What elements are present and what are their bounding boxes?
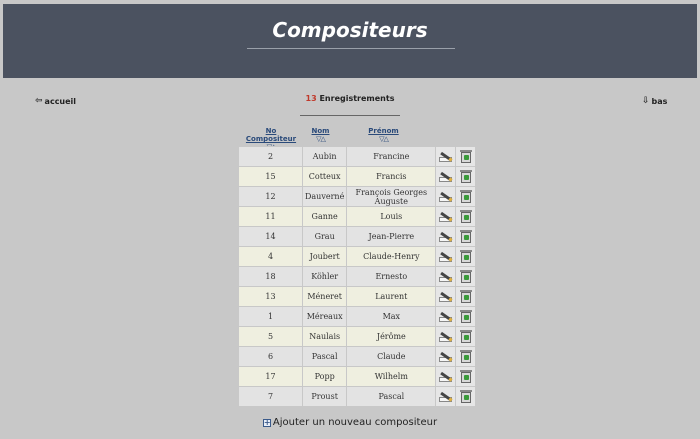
arrow-down-icon: ⇩ [642,96,650,106]
cell-nom: Dauverné [303,187,347,207]
table-row [239,247,476,267]
cell-prenom: Claude-Henry [347,247,436,267]
trash-icon[interactable] [458,328,474,344]
delete-cell [456,347,476,367]
trash-icon[interactable] [458,148,474,164]
edit-cell [436,167,456,187]
edit-cell [436,187,456,207]
cell-no: 17 [239,367,303,387]
add-composer-label: Ajouter un nouveau compositeur [272,417,438,428]
edit-icon[interactable] [438,328,454,344]
edit-cell [436,307,456,327]
cell-nom: Cotteux [303,167,347,187]
table-row [239,267,476,287]
edit-icon[interactable] [438,168,454,184]
trash-icon[interactable] [458,228,474,244]
cell-nom: Joubert [303,247,347,267]
edit-icon[interactable] [438,308,454,324]
cell-prenom: François Georges Auguste [347,187,436,207]
column-header-no-label[interactable]: No Compositeur [245,127,297,143]
cell-nom: Popp [303,367,347,387]
table-row [239,187,476,207]
trash-icon[interactable] [458,348,474,364]
cell-no: 13 [239,287,303,307]
composers-table [238,146,476,407]
cell-prenom: Claude [347,347,436,367]
cell-prenom: Francine [347,147,436,167]
arrow-left-icon: ⇦ [35,96,43,106]
recycle-mark-shape [464,375,469,380]
delete-cell [456,367,476,387]
cell-prenom: Louis [347,207,436,227]
delete-cell [456,287,476,307]
edit-icon[interactable] [438,368,454,384]
cell-prenom: Laurent [347,287,436,307]
delete-cell [456,307,476,327]
cell-nom: Aubin [303,147,347,167]
cell-no: 7 [239,387,303,407]
cell-nom: Naulais [303,327,347,347]
recycle-mark-shape [464,155,469,160]
record-count-label: Enregistrements [316,94,395,103]
delete-cell [456,267,476,287]
column-header-prenom[interactable] [339,127,428,143]
cell-no: 11 [239,207,303,227]
edit-cell [436,247,456,267]
cell-prenom: Francis [347,167,436,187]
record-count-number: 13 [305,94,317,103]
cell-no: 5 [239,327,303,347]
edit-icon[interactable] [438,348,454,364]
cell-no: 2 [239,147,303,167]
cell-nom: Proust [303,387,347,407]
edit-icon[interactable] [438,288,454,304]
table-row [239,327,476,347]
cell-nom: Grau [303,227,347,247]
table-row [239,207,476,227]
table-row [239,307,476,327]
cell-no: 15 [239,167,303,187]
recycle-mark-shape [464,315,469,320]
edit-cell [436,227,456,247]
table-row [239,227,476,247]
sort-arrows-icon[interactable]: ▽△ [316,135,325,143]
recycle-mark-shape [464,235,469,240]
recycle-mark-shape [464,195,469,200]
cell-prenom: Jean-Pierre [347,227,436,247]
table-row [239,347,476,367]
cell-prenom: Max [347,307,436,327]
table-row [239,167,476,187]
edit-icon[interactable] [438,388,454,404]
table-row [239,287,476,307]
cell-no: 18 [239,267,303,287]
recycle-mark-shape [464,335,469,340]
cell-no: 12 [239,187,303,207]
trash-icon[interactable] [458,188,474,204]
plus-icon: + [263,418,271,427]
cell-prenom: Wilhelm [347,367,436,387]
edit-cell [436,387,456,407]
record-count [0,94,700,103]
edit-cell [436,287,456,307]
cell-prenom: Pascal [347,387,436,407]
page-title: Compositeurs [272,18,428,42]
recycle-mark-shape [464,255,469,260]
column-header-nom[interactable] [302,127,339,143]
cell-prenom: Jérôme [347,327,436,347]
column-header-nom-label[interactable]: Nom [311,127,330,135]
cell-nom: Pascal [303,347,347,367]
trash-icon[interactable] [458,248,474,264]
edit-icon[interactable] [438,268,454,284]
delete-cell [456,247,476,267]
page-header [3,4,697,78]
edit-icon[interactable] [438,208,454,224]
recycle-mark-shape [464,355,469,360]
delete-cell [456,387,476,407]
edit-icon[interactable] [438,188,454,204]
trash-icon[interactable] [458,208,474,224]
cell-no: 4 [239,247,303,267]
trash-icon[interactable] [458,168,474,184]
recycle-mark-shape [464,175,469,180]
delete-cell [456,167,476,187]
recycle-mark-shape [464,395,469,400]
cell-no: 1 [239,307,303,327]
edit-cell [436,147,456,167]
delete-cell [456,207,476,227]
delete-cell [456,227,476,247]
cell-prenom: Ernesto [347,267,436,287]
cell-nom: Méneret [303,287,347,307]
cell-nom: Méreaux [303,307,347,327]
table-row [239,387,476,407]
table-row [239,367,476,387]
cell-nom: Ganne [303,207,347,227]
home-link-label: accueil [44,97,77,106]
edit-cell [436,367,456,387]
cell-no: 6 [239,347,303,367]
recycle-mark-shape [464,215,469,220]
trash-icon[interactable] [458,288,474,304]
count-divider [300,115,400,116]
recycle-mark-shape [464,295,469,300]
cell-no: 14 [239,227,303,247]
trash-icon[interactable] [458,388,474,404]
header-divider [247,48,455,49]
edit-cell [436,327,456,347]
edit-cell [436,347,456,367]
table-row [239,147,476,167]
bottom-link-label: bas [651,97,668,106]
delete-cell [456,187,476,207]
trash-icon[interactable] [458,368,474,384]
edit-icon[interactable] [438,248,454,264]
column-header-prenom-label[interactable]: Prénom [368,127,399,135]
edit-cell [436,267,456,287]
bottom-link[interactable] [642,97,667,106]
delete-cell [456,147,476,167]
trash-icon[interactable] [458,308,474,324]
edit-icon[interactable] [438,228,454,244]
edit-icon[interactable] [438,148,454,164]
delete-cell [456,327,476,347]
cell-nom: Köhler [303,267,347,287]
edit-cell [436,207,456,227]
add-composer-link[interactable] [0,417,700,428]
trash-icon[interactable] [458,268,474,284]
recycle-mark-shape [464,275,469,280]
sort-arrows-icon[interactable]: ▽△ [379,135,388,143]
